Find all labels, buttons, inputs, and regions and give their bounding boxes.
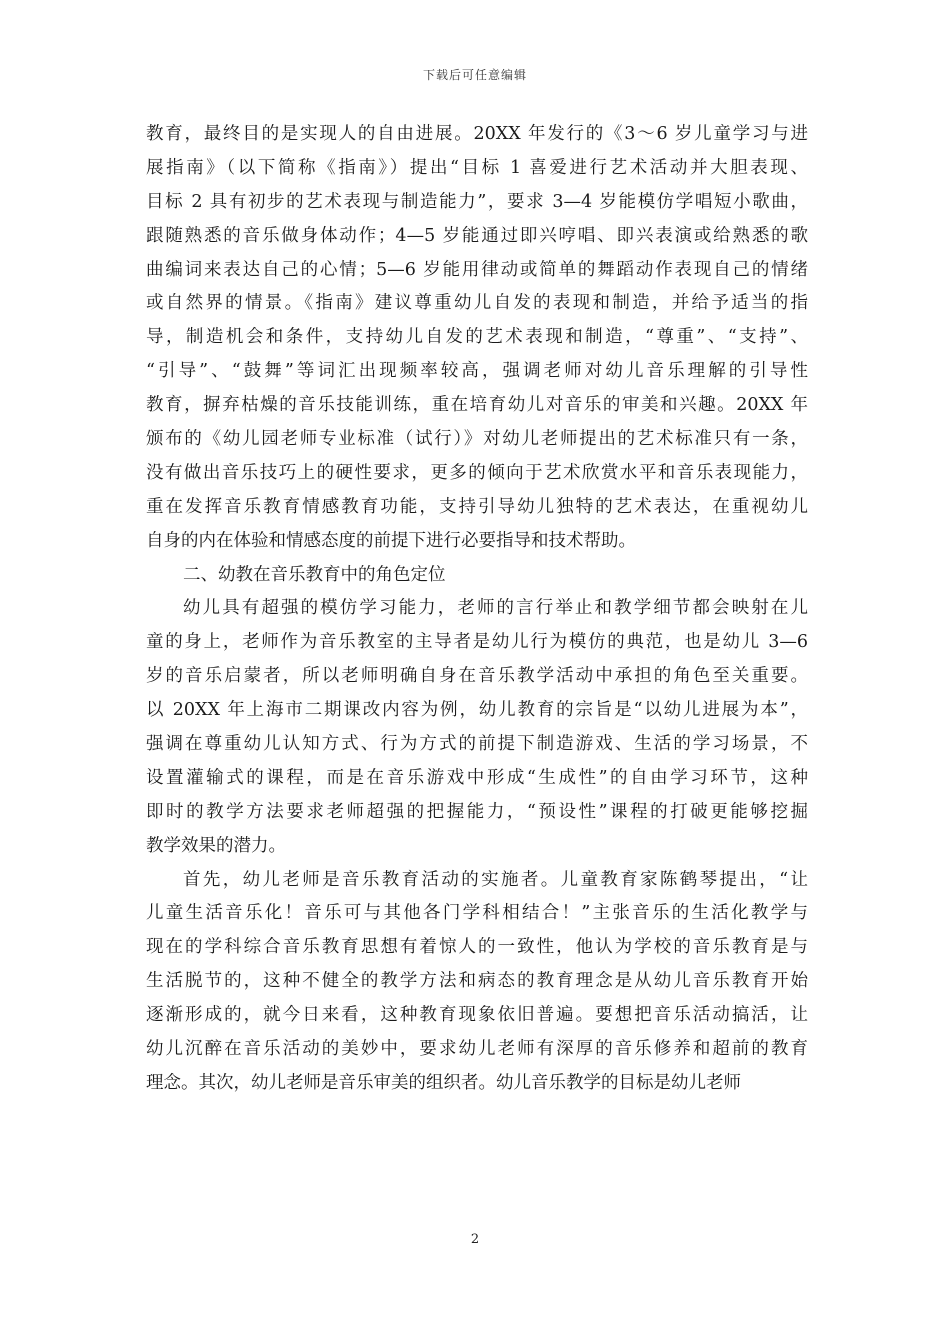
paragraph-line: 生活脱节的，这种不健全的教学方法和病态的教育理念是从幼儿音乐教育开始 (146, 971, 808, 992)
paragraph-line: 展指南》（以下简称《指南》）提出“目标 1 喜爱进行艺术活动并大胆表现、 (146, 157, 808, 178)
paragraph-line: 幼儿具有超强的模仿学习能力，老师的言行举止和教学细节都会映射在儿 (183, 598, 808, 619)
paragraph-line: 重在发挥音乐教育情感教育功能，支持引导幼儿独特的艺术表达，在重视幼儿 (146, 496, 808, 517)
paragraph-line: 现在的学科综合音乐教育思想有着惊人的一致性，他认为学校的音乐教育是与 (146, 937, 808, 958)
paragraph-line: 儿童生活音乐化！音乐可与其他各门学科相结合！”主张音乐的生活化教学与 (146, 903, 808, 924)
paragraph-line: 教育，最终目的是实现人的自由进展。20XX 年发行的《3～6 岁儿童学习与进 (146, 124, 808, 144)
paragraph-line: 教学效果的潜力。 (146, 835, 286, 856)
paragraph-line: 以 20XX 年上海市二期课改内容为例，幼儿教育的宗旨是“以幼儿进展为本”， (146, 700, 808, 721)
paragraph-line: 首先，幼儿老师是音乐教育活动的实施者。儿童教育家陈鹤琴提出，“让 (183, 869, 808, 890)
paragraph-line: 没有做出音乐技巧上的硬性要求，更多的倾向于艺术欣赏水平和音乐表现能力， (146, 462, 808, 483)
document-body (146, 118, 808, 1101)
paragraph-line: 导，制造机会和条件，支持幼儿自发的艺术表现和制造，“尊重”、“支持”、 (146, 327, 808, 348)
paragraph-line: 颁布的《幼儿园老师专业标准（试行）》对幼儿老师提出的艺术标准只有一条， (146, 429, 808, 450)
paragraph-line: 教育，摒弃枯燥的音乐技能训练，重在培育幼儿对音乐的审美和兴趣。20XX 年 (146, 395, 808, 416)
page-number: 2 (470, 1232, 480, 1247)
paragraph-line: 设置灌输式的课程，而是在音乐游戏中形成“生成性”的自由学习环节，这种 (146, 767, 808, 788)
paragraph-line: 即时的教学方法要求老师超强的把握能力，“预设性”课程的打破更能够挖掘 (146, 801, 808, 822)
paragraph-line: 强调在尊重幼儿认知方式、行为方式的前提下制造游戏、生活的学习场景，不 (146, 734, 808, 755)
paragraph-line: 曲编词来表达自己的心情；5—6 岁能用律动或简单的舞蹈动作表现自己的情绪 (146, 259, 808, 280)
paragraph-line: 或自然界的情景。《指南》建议尊重幼儿自发的表现和制造，并给予适当的指 (146, 293, 808, 314)
section-heading: 二、幼教在音乐教育中的角色定位 (183, 564, 446, 585)
paragraph-line: 逐渐形成的，就今日来看，这种教育现象依旧普遍。要想把音乐活动搞活，让 (146, 1005, 808, 1026)
paragraph-line: 童的身上，老师作为音乐教室的主导者是幼儿行为模仿的典范，也是幼儿 3—6 (146, 632, 808, 653)
paragraph-line: 岁的音乐启蒙者，所以老师明确自身在音乐教学活动中承担的角色至关重要。 (146, 666, 808, 687)
paragraph-line: 目标 2 具有初步的艺术表现与制造能力”，要求 3—4 岁能模仿学唱短小歌曲， (146, 191, 808, 212)
paragraph-line: 自身的内在体验和情感态度的前提下进行必要指导和技术帮助。 (146, 530, 636, 551)
paragraph-line: “引导”、“鼓舞”等词汇出现频率较高，强调老师对幼儿音乐理解的引导性 (146, 361, 808, 382)
paragraph-line: 理念。其次，幼儿老师是音乐审美的组织者。幼儿音乐教学的目标是幼儿老师 (146, 1072, 741, 1093)
paragraph-line: 幼儿沉醉在音乐活动的美妙中，要求幼儿老师有深厚的音乐修养和超前的教育 (146, 1039, 808, 1060)
paragraph-line: 跟随熟悉的音乐做身体动作；4—5 岁能通过即兴哼唱、即兴表演或给熟悉的歌 (146, 225, 808, 246)
page-header: 下载后可任意编辑 (422, 68, 527, 82)
